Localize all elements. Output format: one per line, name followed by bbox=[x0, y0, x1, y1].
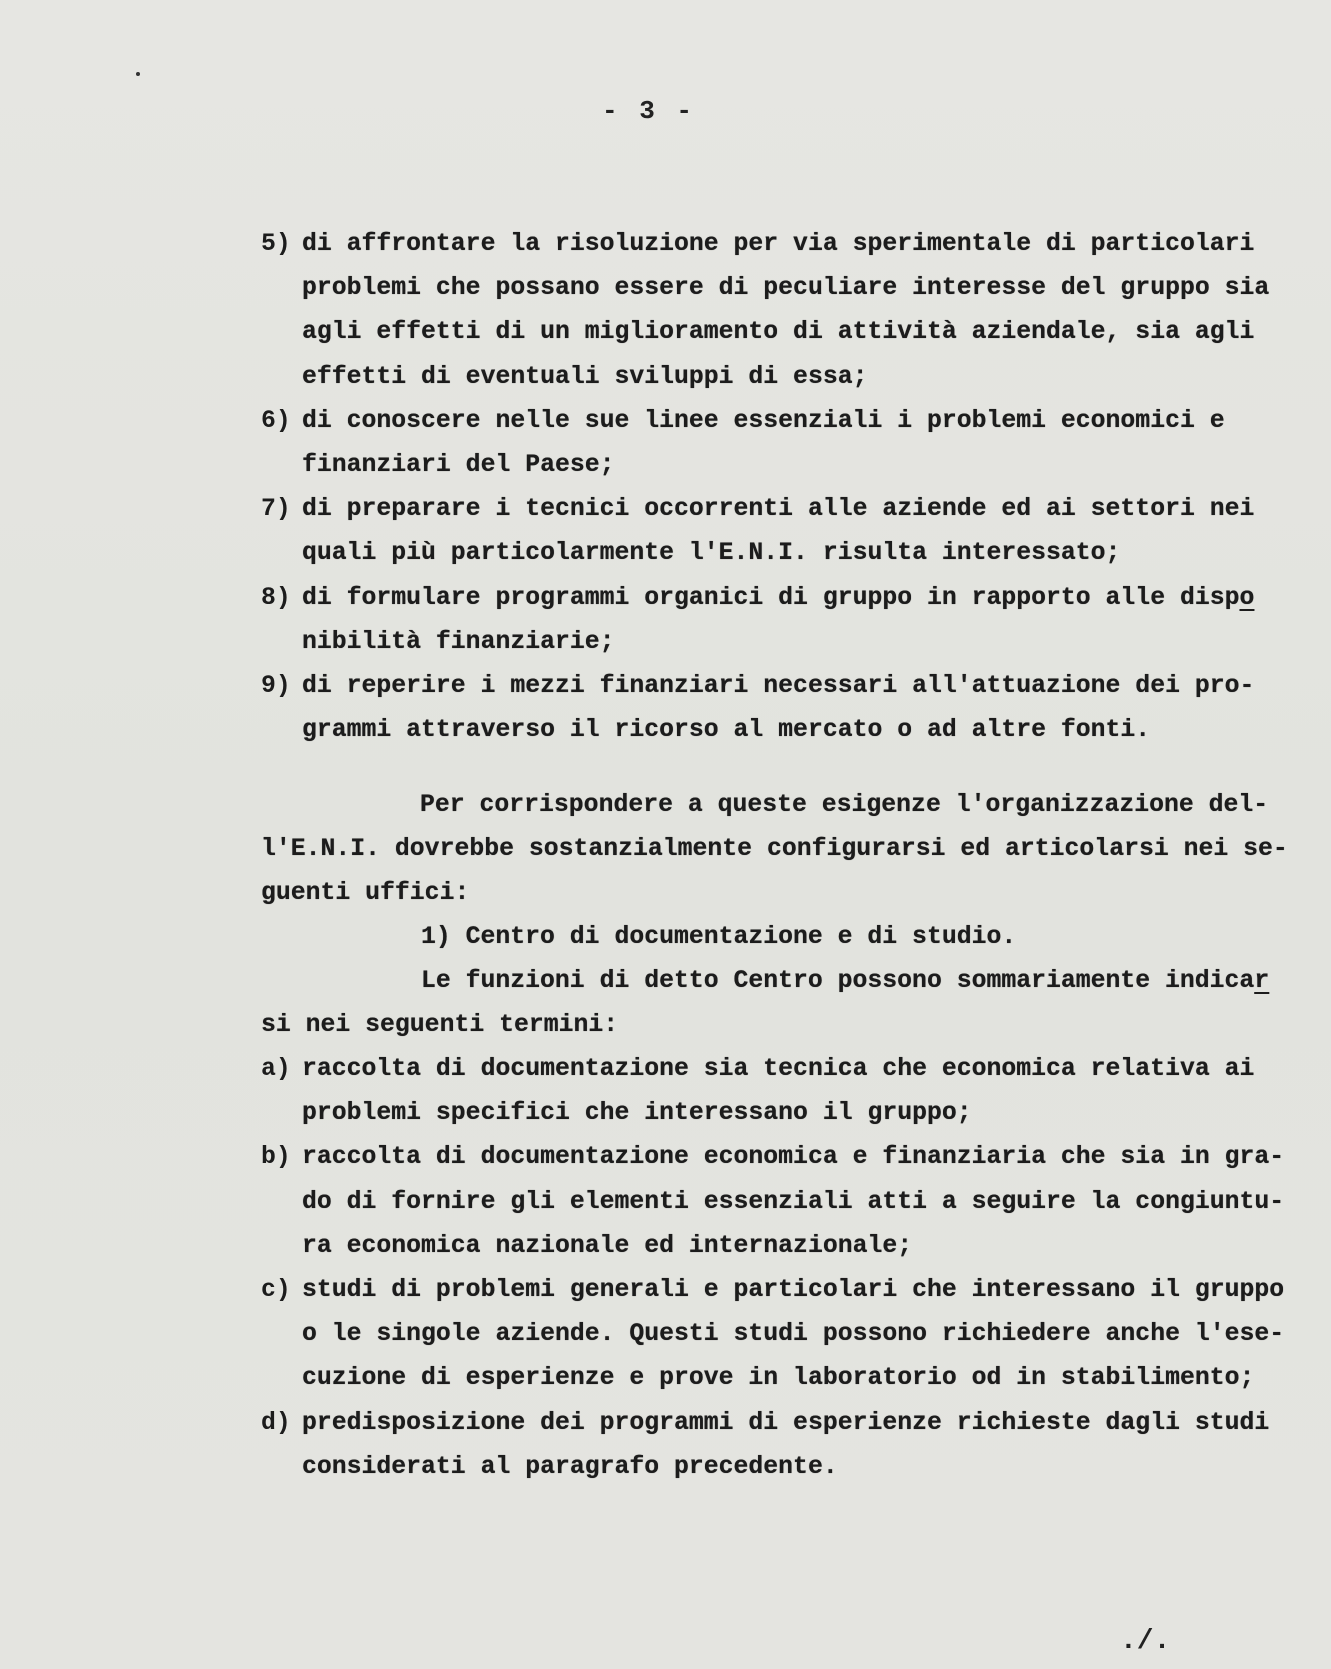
paragraph-line: l'E.N.I. dovrebbe sostanzialmente configurarsi ed articolarsi nei se- bbox=[261, 835, 1288, 864]
list-item-line: di formulare programmi organici di gruppo in rapporto alle dispo bbox=[302, 583, 1255, 612]
list-item-line: di conoscere nelle sue linee essenziali i problemi economici e bbox=[302, 406, 1225, 435]
list-item-line: nibilità finanziarie; bbox=[302, 627, 615, 656]
item-number: 8) bbox=[261, 583, 291, 612]
intro-line: Le funzioni di detto Centro possono sommariamente indicar bbox=[421, 967, 1270, 995]
list-item-line: o le singole aziende. Questi studi possono richiedere anche l'ese- bbox=[302, 1320, 1285, 1349]
list-item-line: di reperire i mezzi finanziari necessari all'attuazione dei pro- bbox=[302, 672, 1255, 700]
list-item-line: problemi che possano essere di peculiare interesse del gruppo sia bbox=[302, 274, 1270, 303]
list-item-line: cuzione di esperienze e prove in laboratorio od in stabilimento; bbox=[302, 1364, 1255, 1393]
page-number: - 3 - bbox=[602, 96, 696, 126]
item-number: c) bbox=[261, 1276, 291, 1304]
item-number: 5) bbox=[261, 230, 291, 258]
list-item-line: di affrontare la risoluzione per via sperimentale di particolari bbox=[302, 230, 1255, 258]
list-item-line: di preparare i tecnici occorrenti alle aziende ed ai settori nei bbox=[302, 495, 1255, 524]
item-number: a) bbox=[261, 1055, 291, 1083]
list-item-line: raccolta di documentazione sia tecnica che economica relativa ai bbox=[302, 1055, 1255, 1083]
list-item-line: ra economica nazionale ed internazionale; bbox=[302, 1231, 913, 1260]
list-item-line: considerati al paragrafo precedente. bbox=[302, 1452, 838, 1481]
intro-line: si nei seguenti termini: bbox=[261, 1011, 619, 1040]
item-number: 7) bbox=[261, 495, 291, 524]
section-heading: 1) Centro di documentazione e di studio. bbox=[421, 923, 1017, 951]
continuation-mark: ./. bbox=[1120, 1626, 1171, 1657]
item-number: 9) bbox=[261, 672, 291, 700]
list-item-line: predisposizione dei programmi di esperienze richieste dagli studi bbox=[302, 1408, 1270, 1437]
ink-speck bbox=[136, 72, 140, 76]
list-item-line: problemi specifici che interessano il gruppo; bbox=[302, 1099, 972, 1128]
list-item-line: grammi attraverso il ricorso al mercato o ad altre fonti. bbox=[302, 716, 1151, 745]
list-item-line: agli effetti di un miglioramento di attività aziendale, sia agli bbox=[302, 318, 1255, 347]
list-item-line: quali più particolarmente l'E.N.I. risulta interessato; bbox=[302, 539, 1121, 568]
paragraph-line: Per corrispondere a queste esigenze l'organizzazione del- bbox=[420, 791, 1269, 819]
item-number: d) bbox=[261, 1408, 291, 1437]
list-item-line: finanziari del Paese; bbox=[302, 451, 615, 479]
item-number: 6) bbox=[261, 406, 291, 435]
list-item-line: studi di problemi generali e particolari che interessano il gruppo bbox=[302, 1276, 1285, 1304]
list-item-line: effetti di eventuali sviluppi di essa; bbox=[302, 362, 868, 391]
list-item-line: raccolta di documentazione economica e finanziaria che sia in gra- bbox=[302, 1143, 1285, 1172]
paragraph-line: guenti uffici: bbox=[261, 879, 470, 908]
list-item-line: do di fornire gli elementi essenziali atti a seguire la congiuntu- bbox=[302, 1187, 1285, 1216]
item-number: b) bbox=[261, 1143, 291, 1172]
